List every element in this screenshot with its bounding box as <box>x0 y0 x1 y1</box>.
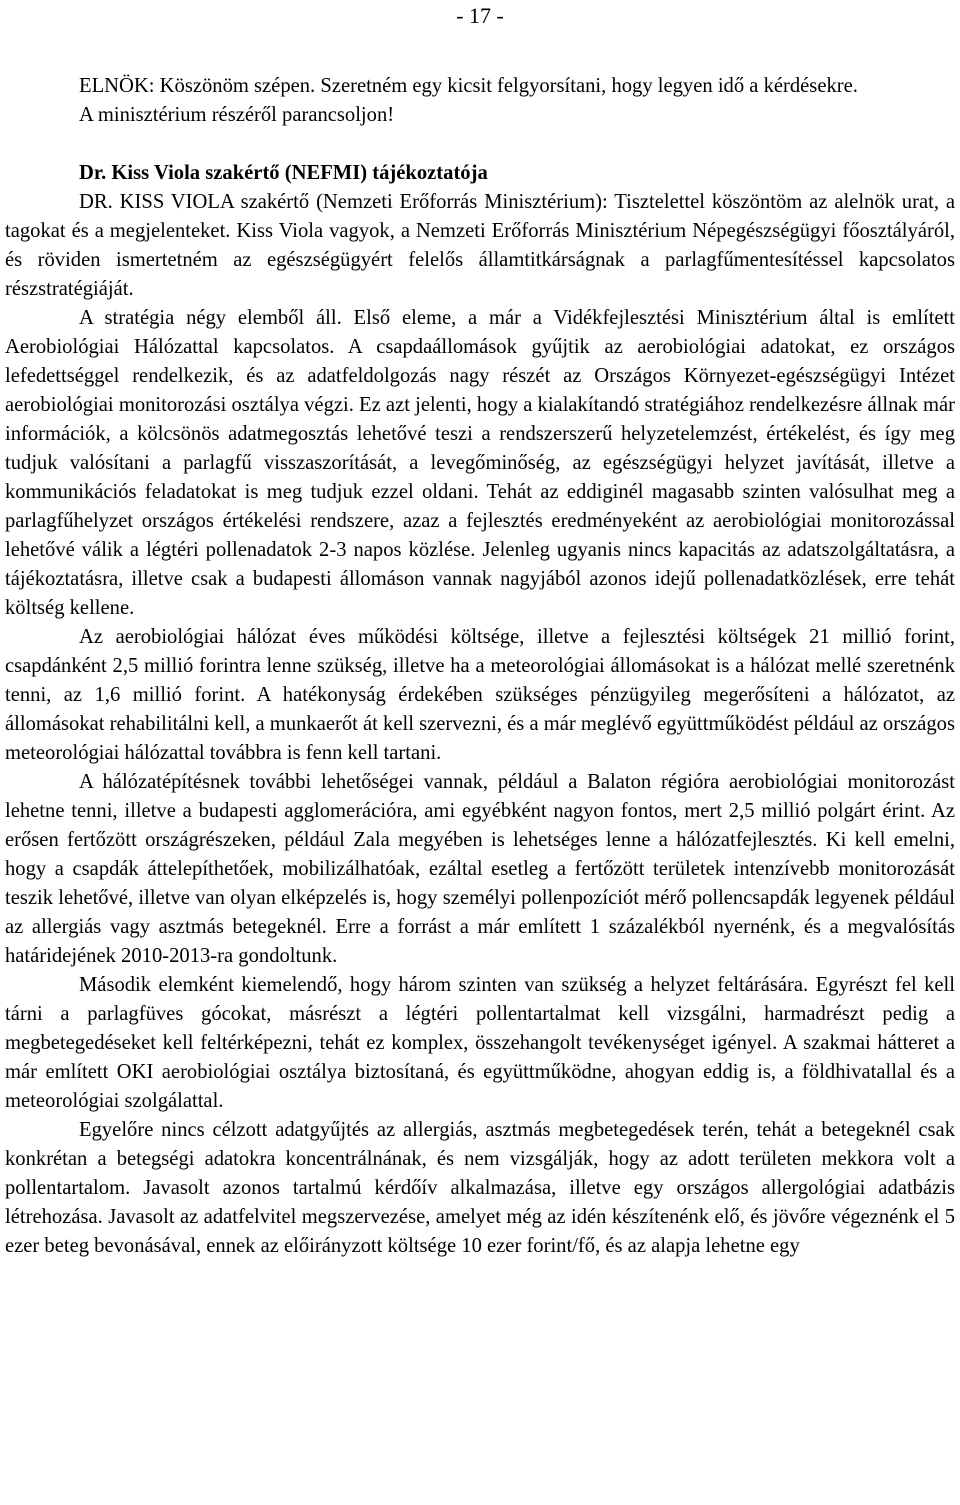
paragraph-chair-invite: A minisztérium részéről parancsoljon! <box>79 104 395 126</box>
paragraph-strategy-element-two: Második elemként kiemelendő, hogy három szinten van szükség a helyzet feltárására. Egyrészt fel kell tárni a parlagfüves gócokat, másrészt a légtéri pollentartalmat kell vizsgálni, harmadrészt pedig a megbetegedéseket kell feltérképezni, tehát ez komplex, összehangolt tevékenységet igényel. A szakmai hátteret a már említett OKI aerobiológiai osztálya biztosítaná, és együttműködne, ahogyan eddig is, a földhivatallal és a meteorológiai szolgálattal. <box>5 974 955 1112</box>
paragraph-chair-intro: ELNÖK: Köszönöm szépen. Szeretném egy kicsit felgyorsítani, hogy legyen idő a kérdésekre. <box>79 75 858 97</box>
paragraph-data-collection: Egyelőre nincs célzott adatgyűjtés az allergiás, asztmás megbetegedések terén, tehát a betegeknél csak konkrétan a betegségi adatokra koncentrálnának, és nem vizsgálják, hogy az adott területen mekkora volt a pollentartalom. Javasolt azonos tartalmú kérdőív alkalmazása, illetve egy országos allergológiai adatbázis létrehozása. Javasolt az adatfelvitel megszervezése, amelyet még az idén készítenénk elő, és jövőre végeznénk el 5 ezer beteg bevonásával, ennek az előirányzott költsége 10 ezer forint/fő, és az alapja lehetne egy <box>5 1119 955 1257</box>
paragraph-strategy-element-one: A stratégia négy elemből áll. Első eleme, a már a Vidékfejlesztési Minisztérium által is említett Aerobiológiai Hálózattal kapcsolatos. A csapdaállomások gyűjtik az aerobiológiai adatokat, ez országos lefedettséggel rendelkezik, és az adatfeldolgozás nagy részét az Országos Környezet-egészségügyi Intézet aerobiológiai monitorozási osztálya végzi. Ez azt jelenti, hogy a kialakítandó stratégiához rendelkezésre állnak már információk, a kölcsönös adatmegosztás lehetővé teszi a rendszerszerű helyzetelemzést, értékelést, és így meg tudjuk valósítani a parlagfű visszaszorítását, a levegőminőség, az egészségügyi helyzet javítását, illetve a kommunikációs feladatokat is meg tudjuk ezzel oldani. Tehát az eddiginél magasabb szinten valósulhat meg a parlagfűhelyzet országos értékelési rendszere, azaz a fejlesztés eredményeként az aerobiológiai monitorozással lehetővé válik a légtéri pollenadatok 2-3 napos közlése. Jelenleg ugyanis nincs kapacitás az adatszolgáltatásra, a tájékoztatásra, illetve csak a budapesti állomáson vannak nagyjából azonos idejű pollenadatközlések, erre tehát költség kellene. <box>5 307 955 619</box>
paragraph-speaker-intro: DR. KISS VIOLA szakértő (Nemzeti Erőforrás Minisztérium): Tisztelettel köszöntöm az alelnök urat, a tagokat és a megjelenteket. Kiss Viola vagyok, a Nemzeti Erőforrás Minisztérium Népegészségügyi főosztályáról, és röviden ismertetném az egészségügyért felelős államtitkárságnak a parlagfűmentesítéssel kapcsolatos részstratégiáját. <box>5 191 955 300</box>
paragraph-network-costs: Az aerobiológiai hálózat éves működési költsége, illetve a fejlesztési költségek 21 millió forint, csapdánként 2,5 millió forintra lenne szükség, illetve ha a meteorológiai állomásokat is a hálózat mellé szeretnénk tenni, az 1,6 millió forint. A hatékonyság érdekében szükséges pénzügyileg megerősíteni a hálózatot, az állomásokat rehabilitálni kell, a munkaerőt át kell szervezni, és a már meglévő együttműködést például az országos meteorológiai hálózattal továbbra is fenn kell tartani. <box>5 626 955 764</box>
paragraph-network-expansion: A hálózatépítésnek további lehetőségei vannak, például a Balaton régióra aerobiológiai monitorozást lehetne tenni, illetve a budapesti agglomerációra, ami egyébként nagyon fontos, mert 2,5 millió polgárt érint. Az erősen fertőzött országrészeken, például Zala megyében is lehetséges lenne a hálózatfejlesztés. Ki kell emelni, hogy a csapdák áttelepíthetőek, mobilizálhatóak, ezáltal esetleg a fertőzött területek intenzívebb monitorozását teszik lehetővé, illetve van olyan elképzelés is, hogy személyi pollenpozíciót mérő pollencsapdák legyenek például az allergiás vagy asztmás betegeknél. Erre a forrást a már említett 1 százalékból nyernénk, és a megvalósítás határidejének 2010-2013-ra gondoltunk. <box>5 771 955 967</box>
section-heading: Dr. Kiss Viola szakértő (NEFMI) tájékoztatója <box>79 162 488 184</box>
document-body <box>5 72 955 1261</box>
page-number: - 17 - <box>456 3 504 28</box>
